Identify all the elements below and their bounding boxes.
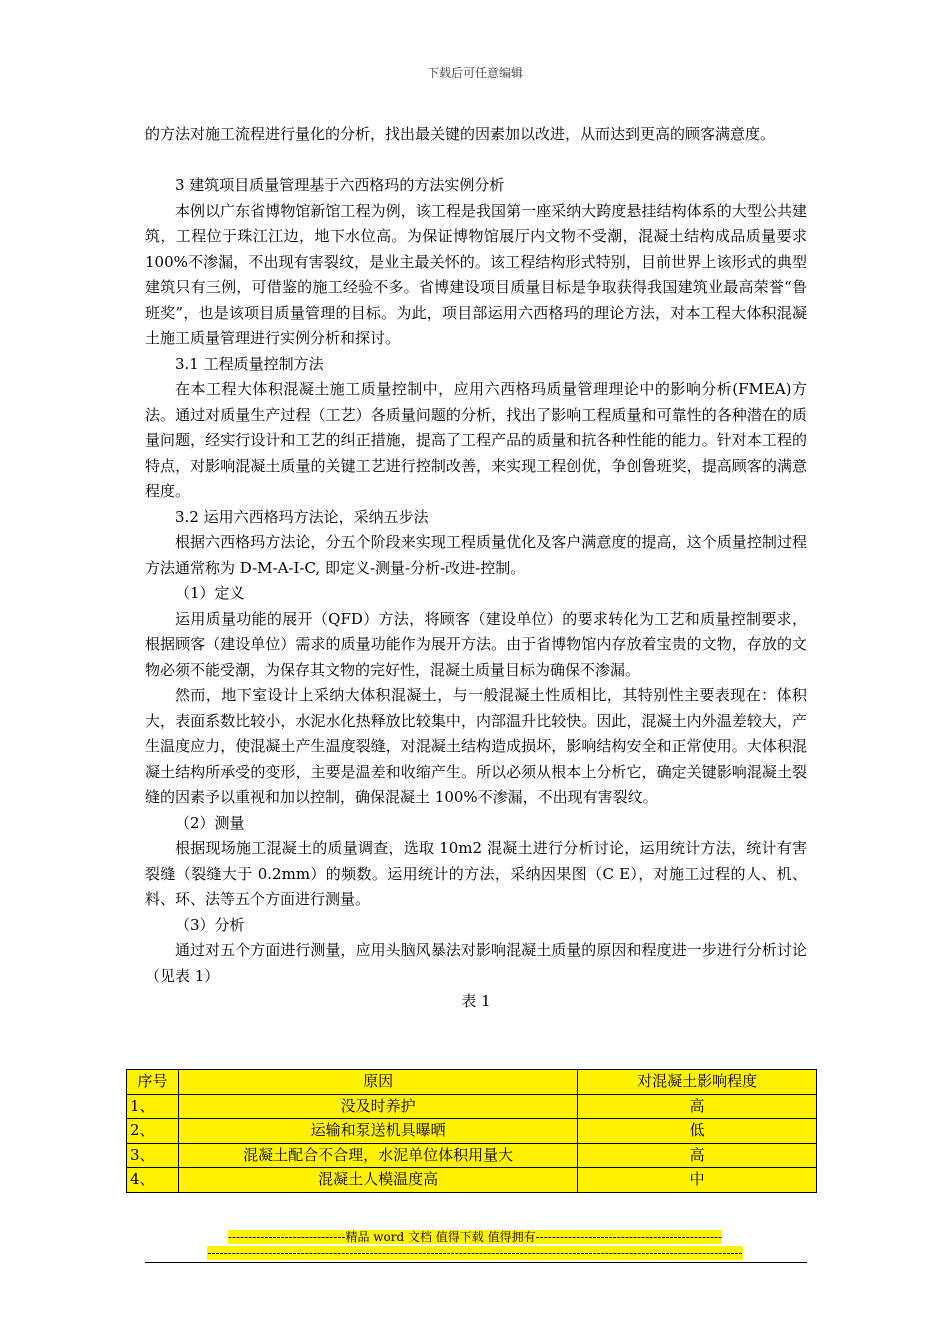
cell-index: 4、 [127, 1168, 179, 1193]
page-header: 下载后可任意编辑 [426, 66, 523, 80]
paragraph-example-intro: 本例以广东省博物馆新馆工程为例，该工程是我国第一座采纳大跨度悬挂结构体系的大型公共建筑，工程位于珠江江边，地下水位高。为保证博物馆展厅内文物不受潮，混凝土结构成品质量要求 100%不渗漏，不出现有害裂纹，是业主最关怀的。该工程结构形式特别，目前世界上该形式的典型建筑只有三例，可借鉴的施工经验不多。省博建设项目质量目标是争取获得我国建筑业最高荣誉“鲁班奖”，也是该项目质量管理的目标。为此，项目部运用六西格玛的理论方法，对本工程大体积混凝土施工质量管理进行实例分析和探讨。 [145, 201, 807, 347]
paragraph-define: 运用质量功能的展开（QFD）方法，将顾客（建设单位）的要求转化为工艺和质量控制要求，根据顾客（建设单位）需求的质量功能作为展开方法。由于省博物馆内存放着宝贵的文物，存放的文物必须不能受潮，为保存其文物的完好性，混凝土质量目标为确保不渗漏。 [145, 609, 807, 679]
header-index: 序号 [127, 1070, 179, 1095]
cell-cause: 没及时养护 [178, 1094, 577, 1119]
cell-index: 2、 [127, 1119, 179, 1144]
paragraph-mass-concrete: 然而，地下室设计上采纳大体积混凝土，与一般混凝土性质相比，其特别性主要表现在：体积大，表面系数比较小，水泥水化热释放比较集中，内部温升比较快。因此，混凝土内外温差较大，产生温度应力，使混凝土产生温度裂缝，对混凝土结构造成损坏，影响结构安全和正常使用。大体积混凝土结构所承受的变形，主要是温差和收缩产生。所以必须从根本上分析它，确定关键影响混凝土裂缝的因素予以重视和加以控制，确保混凝土 100%不渗漏，不出现有害裂纹。 [145, 686, 807, 806]
table-row [127, 1168, 817, 1193]
header-cause: 原因 [178, 1070, 577, 1095]
table-row [127, 1143, 817, 1168]
cell-impact: 高 [578, 1143, 817, 1168]
footer-dashes-text: ------------------------------------------------------------------------------------------------------------------------------------ [207, 1246, 743, 1260]
footer-banner [0, 1229, 950, 1245]
subheading-3-1: 3.1 工程质量控制方法 [175, 354, 324, 373]
header-impact: 对混凝土影响程度 [578, 1070, 817, 1095]
paragraph-continuation: 的方法对施工流程进行量化的分析，找出最关键的因素加以改进，从而达到更高的顾客满意度。 [145, 125, 776, 143]
cell-cause: 运输和泵送机具曝晒 [178, 1119, 577, 1144]
table-caption: 表 1 [461, 992, 491, 1010]
section-heading-3: 3 建筑项目质量管理基于六西格玛的方法实例分析 [175, 176, 505, 194]
cell-impact: 低 [578, 1119, 817, 1144]
subheading-3-2: 3.2 运用六西格玛方法论，采纳五步法 [175, 507, 429, 526]
table-row [127, 1094, 817, 1119]
table-row [127, 1119, 817, 1144]
cause-table [126, 1069, 817, 1193]
footer-rule [145, 1262, 807, 1263]
cell-cause: 混凝土配合不合理，水泥单位体积用量大 [178, 1143, 577, 1168]
step-measure-heading: （2）测量 [175, 813, 245, 832]
cell-impact: 中 [578, 1168, 817, 1193]
cell-index: 3、 [127, 1143, 179, 1168]
paragraph-analyze: 通过对五个方面进行测量，应用头脑风暴法对影响混凝土质量的原因和程度进一步进行分析讨论（见表 1） [145, 941, 807, 985]
paragraph-dmaic: 根据六西格玛方法论，分五个阶段来实现工程质量优化及客户满意度的提高，这个质量控制过程方法通常称为 D-M-A-I-C, 即定义-测量-分析-改进-控制。 [145, 533, 807, 577]
footer-banner-text: -----------------------------精品 word 文档 值得下载 值得拥有---------------------------------------------- [227, 1230, 723, 1244]
document-body [145, 122, 807, 1013]
table-header-row [127, 1070, 817, 1095]
paragraph-measure: 根据现场施工混凝土的质量调查，选取 10m2 混凝土进行分析讨论，运用统计方法，统计有害裂缝（裂缝大于 0.2mm）的频数。运用统计的方法，采纳因果图（C E），对施工过程的人、机、料、环、法等五个方面进行测量。 [145, 839, 807, 908]
step-define-heading: （1）定义 [175, 584, 245, 602]
cell-impact: 高 [578, 1094, 817, 1119]
cell-cause: 混凝土人模温度高 [178, 1168, 577, 1193]
blank-line [145, 148, 807, 174]
paragraph-fmea: 在本工程大体积混凝土施工质量控制中，应用六西格玛质量管理理论中的影响分析(FMEA)方法。通过对质量生产过程（工艺）各质量问题的分析，找出了影响工程质量和可靠性的各种潜在的质量问题，经实行设计和工艺的纠正措施，提高了工程产品的质量和抗各种性能的能力。针对本工程的特点，对影响混凝土质量的关键工艺进行控制改善，来实现工程创优，争创鲁班奖，提高顾客的满意程度。 [145, 380, 807, 500]
cell-index: 1、 [127, 1094, 179, 1119]
step-analyze-heading: （3）分析 [175, 915, 245, 934]
footer-dashes [0, 1245, 950, 1261]
